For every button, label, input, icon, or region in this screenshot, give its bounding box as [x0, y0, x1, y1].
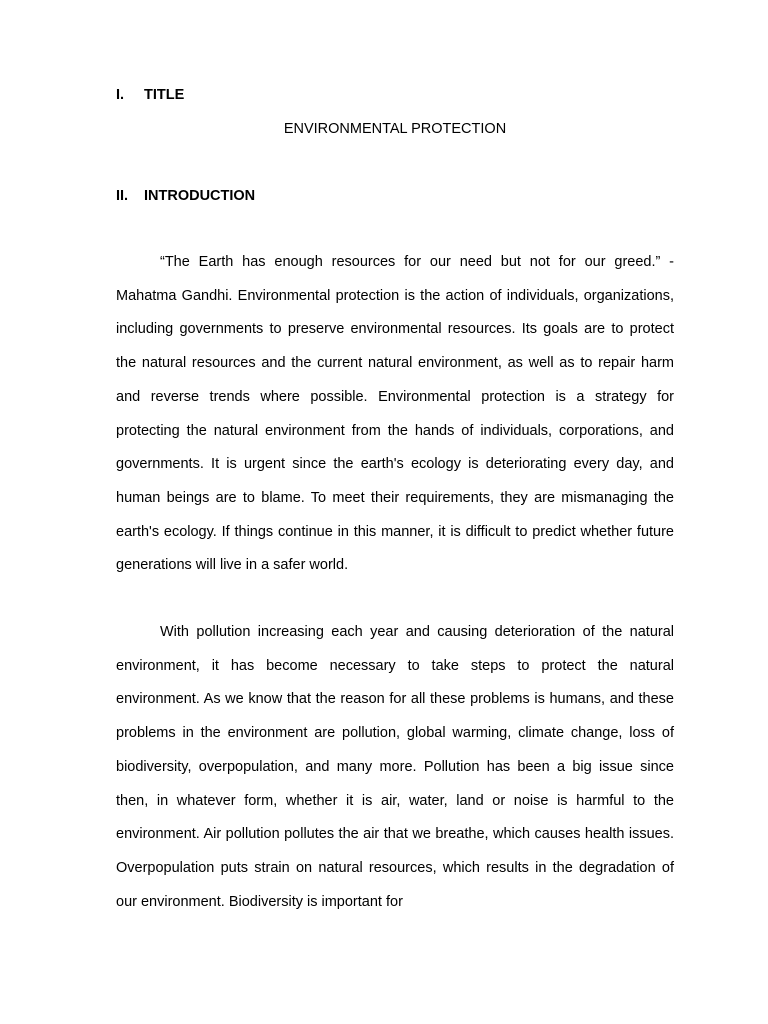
section-heading-title [116, 87, 184, 103]
document-title: ENVIRONMENTAL PROTECTION [283, 121, 507, 137]
section-number: II. [116, 188, 129, 204]
section-number: I. [116, 87, 125, 103]
section-label: TITLE [144, 87, 185, 103]
section-label: INTRODUCTION [144, 188, 256, 204]
intro-paragraph-1: “The Earth has enough resources for our need but not for our greed.” - Mahatma Gandhi. Environmental protection is the action of individuals, organizations, including governments to preserve environmental resources. Its goals are to protect the natural resources and the current natural environment, as well as to repair harm and reverse trends where possible. Environmental protection is a strategy for protecting the natural environment from the hands of individuals, corporations, and governments. It is urgent since the earth's ecology is deteriorating every day, and human beings are to blame. To meet their requirements, they are mismanaging the earth's ecology. If things continue in this manner, it is difficult to predict whether future generations will live in a safer world. [116, 254, 674, 574]
intro-paragraph-2: With pollution increasing each year and causing deterioration of the natural environment, it has become necessary to take steps to protect the natural environment. As we know that the reason for all these problems is humans, and these problems in the environment are pollution, global warming, climate change, loss of biodiversity, overpopulation, and many more. Pollution has been a big issue since then, in whatever form, whether it is air, water, land or noise is harmful to the environment. Air pollution pollutes the air that we breathe, which causes health issues. Overpopulation puts strain on natural resources, which results in the degradation of our environment. Biodiversity is important for [116, 624, 674, 910]
section-heading-introduction [116, 188, 255, 204]
